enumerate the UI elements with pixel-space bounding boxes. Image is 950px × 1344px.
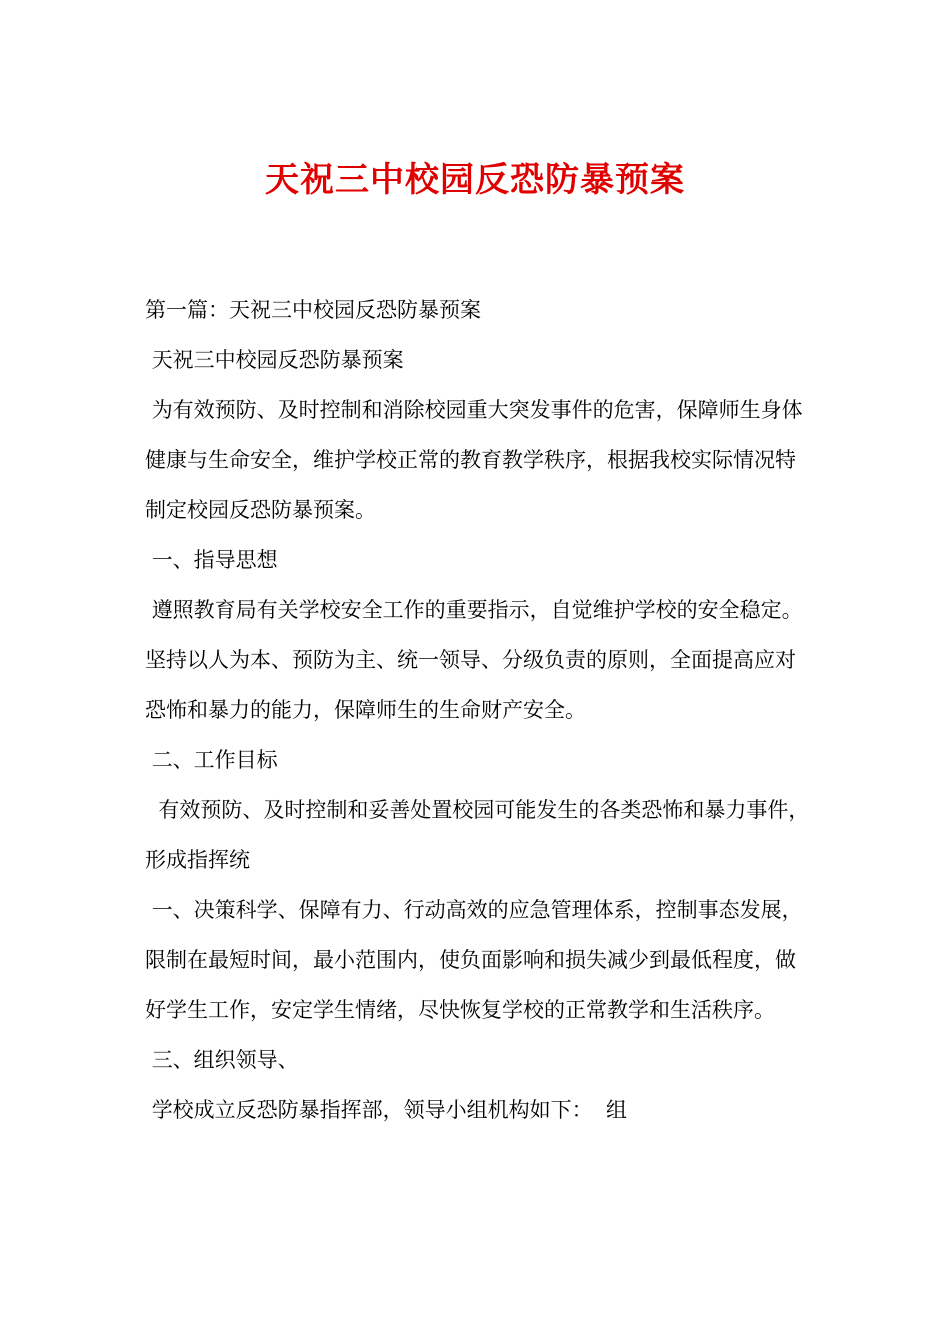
section-heading-work-goals: 二、工作目标: [145, 748, 278, 772]
document-body: [145, 285, 810, 1135]
paragraph-guiding-ideology: 遵照教育局有关学校安全工作的重要指示，自觉维护学校的安全稳定。坚持以人为本、预防为主、统一领导、分级负责的原则，全面提高应对恐怖和暴力的能力，保障师生的生命财产安全。: [145, 598, 803, 722]
section-heading-guiding-ideology: 一、指导思想: [145, 548, 278, 572]
document-title: 天祝三中校园反恐防暴预案: [265, 160, 685, 200]
section-heading-organization: 三、组织领导、: [145, 1048, 299, 1072]
paragraph-intro: 为有效预防、及时控制和消除校园重大突发事件的危害，保障师生身体健康与生命安全，维护学校正常的教育教学秩序，根据我校实际情况特制定校园反恐防暴预案。: [145, 398, 803, 522]
paragraph-chapter-heading: 第一篇：天祝三中校园反恐防暴预案: [145, 298, 481, 322]
paragraph-organization: 学校成立反恐防暴指挥部，领导小组机构如下： 组: [145, 1098, 628, 1122]
paragraph-subtitle: 天祝三中校园反恐防暴预案: [145, 348, 404, 372]
paragraph-work-goals: 有效预防、及时控制和妥善处置校园可能发生的各类恐怖和暴力事件，形成指挥统: [145, 798, 810, 872]
paragraph-management-system: 一、决策科学、保障有力、行动高效的应急管理体系，控制事态发展，限制在最短时间，最小范围内，使负面影响和损失减少到最低程度，做好学生工作，安定学生情绪，尽快恢复学校的正常教学和生活秩序。: [145, 898, 803, 1022]
